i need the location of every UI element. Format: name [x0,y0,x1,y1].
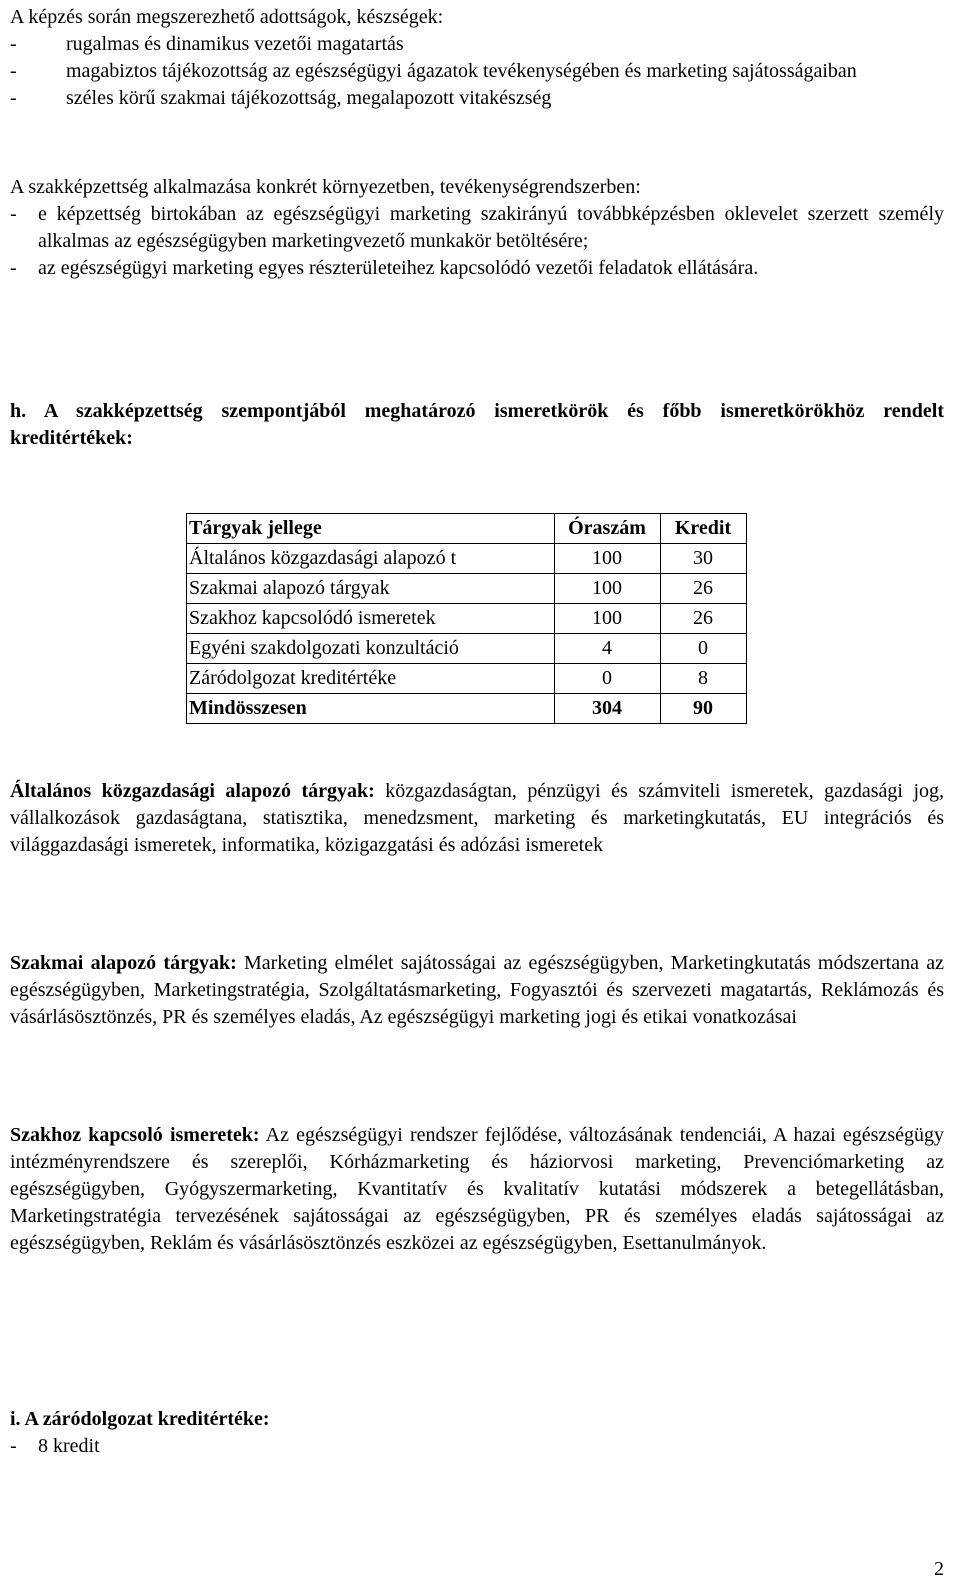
cell-credit: 30 [661,544,747,574]
section-i-item-1: 8 kredit [38,1435,100,1457]
page-number: 2 [934,1558,944,1580]
section-h-title: h. A szakképzettség szempontjából meghatározó ismeretkörök és főbb ismeretkörökhöz rendelt kreditértékek: [10,400,944,449]
section-i-title: i. A záródolgozat kreditértéke: [10,1408,270,1430]
cell-total-label: Mindösszesen [187,694,555,724]
header-subject-type: Tárgyak jellege [187,514,555,544]
dash-bullet: - [10,1435,17,1457]
dash-bullet: - [10,203,17,225]
skills-item-3: széles körű szakmai tájékozottság, megalapozott vitakészség [66,87,552,109]
dash-bullet: - [10,60,17,82]
cell-subject: Záródolgozat kreditértéke [187,664,555,694]
related-knowledge-label: Szakhoz kapcsoló ismeretek: [10,1124,260,1146]
general-subjects-section [10,778,944,859]
application-heading: A szakképzettség alkalmazása konkrét környezetben, tevékenységrendszerben: [10,176,641,198]
application-list [10,201,944,282]
table-row [187,574,747,604]
cell-credit: 8 [661,664,747,694]
cell-total-credit: 90 [661,694,747,724]
table-row [187,664,747,694]
skills-item-1: rugalmas és dinamikus vezetői magatartás [66,33,404,55]
cell-hours: 100 [555,544,661,574]
general-subjects-label: Általános közgazdasági alapozó tárgyak: [10,780,375,802]
table-row [187,604,747,634]
general-subjects-text: közgazdaságtan, pénzügyi és számviteli ismeretek, gazdasági jog, vállalkozások gazdaságtana, statisztika, menedzsment, marketing és marketingkutatás, EU integrációs és világgazdasági ismeretek, informatika, közigazgatási és adózási ismeretek [10,780,944,856]
cell-subject: Szakhoz kapcsolódó ismeretek [187,604,555,634]
header-credit: Kredit [661,514,747,544]
table-row [187,544,747,574]
professional-subjects-section [10,950,944,1031]
dash-bullet: - [10,87,17,109]
professional-subjects-label: Szakmai alapozó tárgyak: [10,952,237,974]
professional-subjects-paragraph [10,950,944,1031]
skills-item-2: magabiztos tájékozottság az egészségügyi ágazatok tevékenységében és marketing sajátosságaiban [66,60,857,82]
dash-bullet: - [10,257,17,279]
skills-section [10,4,944,112]
table-total-row [187,694,747,724]
section-i-list [10,1433,944,1460]
cell-total-hours: 304 [555,694,661,724]
cell-subject: Szakmai alapozó tárgyak [187,574,555,604]
header-hours: Óraszám [555,514,661,544]
table-row [187,634,747,664]
list-item [10,58,944,85]
application-section [10,174,944,282]
list-item [10,85,944,112]
table-header-row [187,514,747,544]
cell-hours: 0 [555,664,661,694]
cell-credit: 26 [661,574,747,604]
application-item-1: e képzettség birtokában az egészségügyi marketing szakirányú továbbképzésben oklevelet szerzett személy alkalmas az egészségügyben marketingvezető munkakör betöltésére; [38,203,944,252]
list-item [10,31,944,58]
related-knowledge-text: Az egészségügyi rendszer fejlődése, változásának tendenciái, A hazai egészségügy intézményrendszere és szereplői, Kórházmarketing és háziorvosi marketing, Prevenciómarketing az egészségügyben, Gyógyszermarketing, Kvantitatív és kvalitatív kutatási módszerek a betegellátásban, Marketingstratégia tervezésének sajátosságai az egészségügyben, PR és személyes eladás sajátosságai az egészségügyben, Reklám és vásárlásösztönzés eszközei az egészségügyben, Esettanulmányok. [10,1124,944,1254]
related-knowledge-paragraph [10,1122,944,1257]
professional-subjects-text: Marketing elmélet sajátosságai az egészségügyben, Marketingkutatás módszertana az egészségügyben, Marketingstratégia, Szolgáltatásmarketing, Fogyasztói és szervezeti magatartás, Reklámozás és vásárlásösztönzés, PR és személyes eladás, Az egészségügyi marketing jogi és etikai vonatkozásai [10,952,945,1028]
cell-subject: Általános közgazdasági alapozó t [187,544,555,574]
cell-credit: 26 [661,604,747,634]
cell-hours: 4 [555,634,661,664]
general-subjects-paragraph [10,778,944,859]
dash-bullet: - [10,33,17,55]
skills-list [10,31,944,112]
credits-table [186,513,747,724]
section-h [10,398,944,452]
application-item-2: az egészségügyi marketing egyes részterületeihez kapcsolódó vezetői feladatok ellátására. [38,257,759,279]
list-item [10,255,944,282]
list-item [10,201,944,255]
section-i [10,1406,944,1460]
cell-subject: Egyéni szakdolgozati konzultáció [187,634,555,664]
cell-hours: 100 [555,574,661,604]
skills-heading: A képzés során megszerezhető adottságok, készségek: [10,6,444,28]
cell-hours: 100 [555,604,661,634]
related-knowledge-section [10,1122,944,1257]
list-item [10,1433,944,1460]
cell-credit: 0 [661,634,747,664]
